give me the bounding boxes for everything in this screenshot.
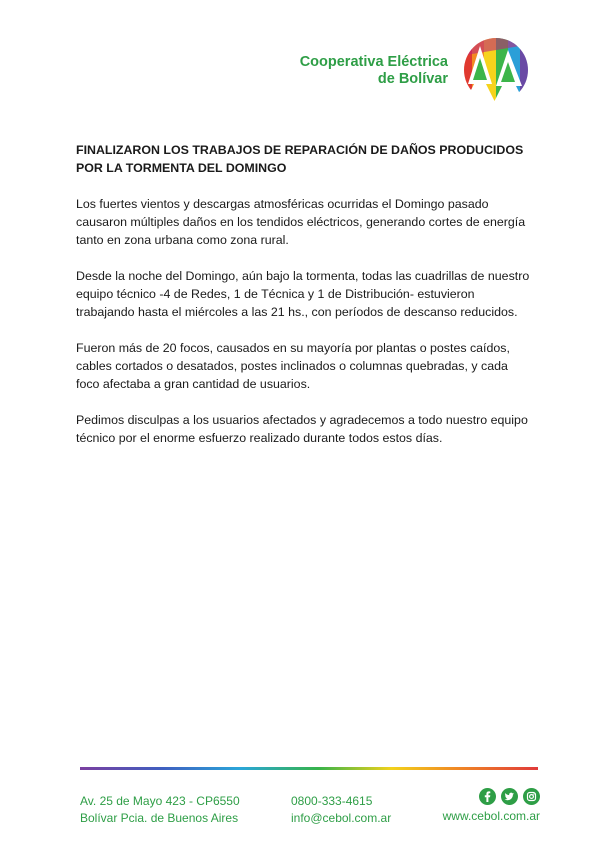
facebook-icon[interactable] (479, 788, 496, 805)
paragraph-1: Los fuertes vientos y descargas atmosféricas ocurridas el Domingo pasado causaron múltiples daños en los tendidos eléctricos, generando cortes de energía tanto en zona urbana como zona rural. (76, 197, 526, 247)
brand-line-2: de Bolívar (377, 71, 448, 87)
website-link[interactable]: www.cebol.com.ar (442, 809, 540, 823)
twitter-icon[interactable] (501, 788, 518, 805)
rainbow-pine-trees-logo-icon (460, 36, 532, 108)
address-line-2: Bolívar Pcia. de Buenos Aires (80, 811, 239, 825)
brand-name (300, 54, 448, 88)
rainbow-divider (80, 767, 538, 770)
letterhead (300, 36, 532, 108)
document-body (76, 141, 534, 465)
document-title: FINALIZARON LOS TRABAJOS DE REPARACIÓN DE DAÑOS PRODUCIDOS POR LA TORMENTA DEL DOMINGO (76, 143, 524, 175)
footer-address (80, 793, 240, 827)
paragraph-4: Pedimos disculpas a los usuarios afectados y agradecemos a todo nuestro equipo técnico por el enorme esfuerzo realizado durante todos estos días. (76, 413, 528, 445)
paragraph-2: Desde la noche del Domingo, aún bajo la tormenta, todas las cuadrillas de nuestro equipo técnico -4 de Redes, 1 de Técnica y 1 de Distribución- estuvieron trabajando hasta el miércoles a las 21 hs., con períodos de descanso reducidos. (76, 269, 530, 319)
phone-number: 0800-333-4615 (291, 794, 373, 808)
brand-line-1: Cooperativa Eléctrica (299, 54, 448, 70)
social-icons (443, 788, 540, 805)
address-line-1: Av. 25 de Mayo 423 - CP6550 (80, 794, 240, 808)
footer-web (443, 793, 540, 825)
footer-contact (291, 793, 391, 827)
instagram-icon[interactable] (523, 788, 540, 805)
paragraph-3: Fueron más de 20 focos, causados en su mayoría por plantas o postes caídos, cables cortados o desatados, postes inclinados o columnas quebradas, y cada foco afectaba a gran cantidad de usuarios. (76, 341, 510, 391)
email-link[interactable]: info@cebol.com.ar (291, 811, 392, 825)
